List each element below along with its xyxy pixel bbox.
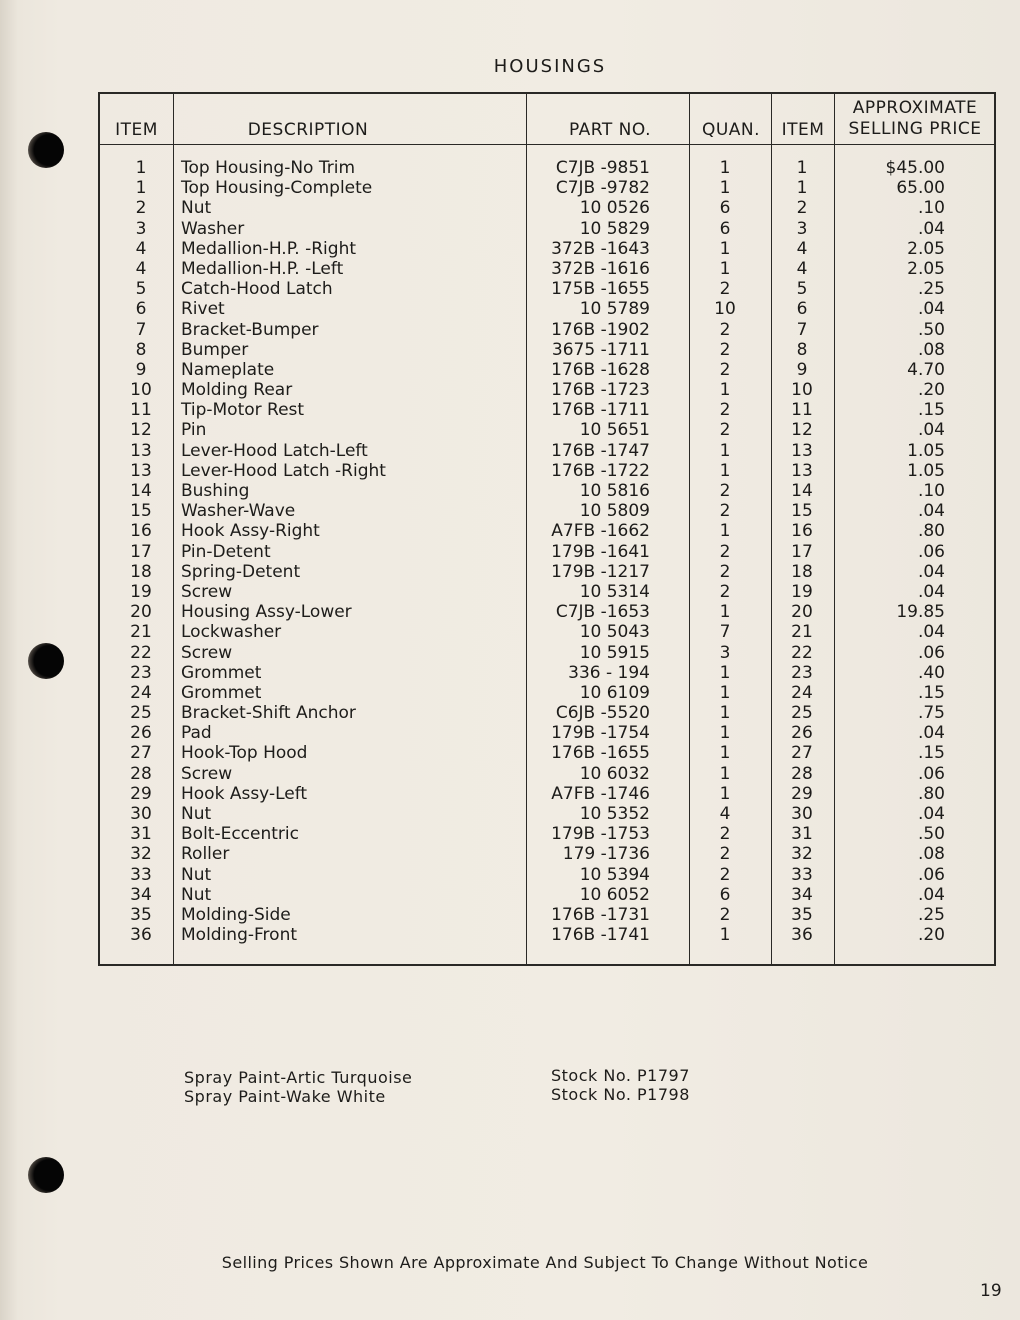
item-cell: 31	[130, 824, 152, 845]
item-ref-cell: 26	[791, 723, 813, 744]
quantity-cell: 2	[719, 359, 731, 380]
header-item-2: ITEM	[781, 120, 825, 140]
item-ref-cell: 5	[796, 279, 808, 300]
table-row	[0, 279, 1020, 299]
quantity-cell: 6	[719, 884, 731, 905]
price-cell: .04	[917, 884, 945, 905]
quantity-cell: 4	[719, 804, 731, 824]
part-number-cell: 176B -1655	[551, 743, 650, 764]
table-row	[0, 582, 1020, 602]
part-number-cell: 176B -1731	[551, 904, 650, 925]
item-ref-cell: 13	[791, 440, 813, 461]
price-cell: .06	[917, 541, 945, 562]
quantity-cell: 2	[719, 541, 731, 562]
item-ref-cell: 13	[791, 460, 813, 481]
part-number-cell: 10 5352	[579, 804, 650, 824]
item-cell: 9	[135, 359, 147, 380]
quantity-cell: 10	[714, 299, 736, 320]
part-number-cell: 179 -1736	[562, 844, 650, 865]
part-number-cell: 179B -1217	[551, 561, 650, 582]
description-cell: Pad	[181, 723, 212, 744]
item-ref-cell: 8	[796, 339, 808, 360]
item-ref-cell: 15	[791, 501, 813, 522]
quantity-cell: 6	[719, 198, 731, 219]
item-ref-cell: 29	[791, 783, 813, 804]
description-cell: Screw	[181, 642, 233, 663]
item-cell: 3	[135, 218, 147, 239]
quantity-cell: 1	[719, 380, 731, 401]
quantity-cell: 1	[719, 743, 731, 764]
table-row	[0, 400, 1020, 420]
description-cell: Catch-Hood Latch	[181, 279, 333, 300]
table-row	[0, 420, 1020, 440]
quantity-cell: 2	[719, 420, 731, 441]
table-row	[0, 542, 1020, 562]
item-cell: 4	[135, 258, 147, 279]
part-number-cell: 176B -1902	[551, 319, 650, 340]
quantity-cell: 3	[719, 642, 731, 663]
description-cell: Housing Assy-Lower	[181, 602, 352, 623]
item-cell: 6	[135, 299, 147, 320]
price-cell: .04	[917, 299, 945, 320]
item-cell: 2	[135, 198, 147, 219]
item-cell: 10	[130, 380, 152, 401]
quantity-cell: 2	[719, 561, 731, 582]
quantity-cell: 2	[719, 319, 731, 340]
item-cell: 4	[135, 238, 147, 259]
price-cell: .25	[917, 279, 945, 300]
item-cell: 17	[130, 541, 152, 562]
table-row	[0, 198, 1020, 218]
item-ref-cell: 3	[796, 218, 808, 239]
table-row	[0, 380, 1020, 400]
price-cell: $45.00	[885, 158, 945, 178]
header-price	[835, 98, 995, 140]
item-cell: 30	[130, 804, 152, 824]
item-cell: 1	[135, 158, 147, 178]
part-number-cell: 3675 -1711	[551, 339, 650, 360]
item-ref-cell: 24	[791, 682, 813, 703]
price-cell: .04	[917, 561, 945, 582]
item-ref-cell: 27	[791, 743, 813, 764]
table-row	[0, 602, 1020, 622]
part-number-cell: A7FB -1746	[551, 783, 650, 804]
part-number-cell: 336 - 194	[568, 662, 650, 683]
item-ref-cell: 20	[791, 602, 813, 623]
price-cell: 1.05	[907, 440, 945, 461]
item-cell: 27	[130, 743, 152, 764]
table-row	[0, 461, 1020, 481]
footer-note: Selling Prices Shown Are Approximate And Subject To Change Without Notice	[221, 1253, 869, 1272]
description-cell: Screw	[181, 581, 233, 602]
item-cell: 23	[130, 662, 152, 683]
item-cell: 33	[130, 864, 152, 885]
table-row	[0, 905, 1020, 925]
header-divider	[100, 144, 994, 145]
paint-names	[184, 1068, 412, 1106]
description-cell: Tip-Motor Rest	[181, 400, 305, 421]
price-cell: .08	[917, 339, 945, 360]
table-row	[0, 703, 1020, 723]
item-cell: 24	[130, 682, 152, 703]
price-cell: .08	[917, 844, 945, 865]
description-cell: Washer-Wave	[181, 501, 296, 522]
quantity-cell: 1	[719, 723, 731, 744]
table-row	[0, 804, 1020, 824]
description-cell: Bushing	[181, 481, 250, 501]
price-cell: 1.05	[907, 460, 945, 481]
quantity-cell: 1	[719, 440, 731, 461]
description-cell: Lockwasher	[181, 622, 282, 643]
part-number-cell: 176B -1628	[551, 359, 650, 380]
price-cell: .15	[917, 400, 945, 421]
quantity-cell: 1	[719, 460, 731, 481]
table-row	[0, 259, 1020, 279]
table-row	[0, 764, 1020, 784]
table-row	[0, 320, 1020, 340]
item-ref-cell: 4	[796, 258, 808, 279]
quantity-cell: 1	[719, 238, 731, 259]
paint-stock: Stock No. P1798	[551, 1085, 690, 1104]
item-cell: 19	[130, 581, 152, 602]
table-row	[0, 885, 1020, 905]
quantity-cell: 7	[719, 622, 731, 643]
table-row	[0, 219, 1020, 239]
item-ref-cell: 28	[791, 763, 813, 784]
part-number-cell: 10 5043	[579, 622, 650, 643]
table-row	[0, 481, 1020, 501]
price-cell: 2.05	[907, 258, 945, 279]
part-number-cell: 372B -1616	[551, 258, 650, 279]
item-cell: 13	[130, 440, 152, 461]
part-number-cell: C6JB -5520	[555, 703, 650, 724]
part-number-cell: 10 6052	[579, 884, 650, 905]
item-cell: 8	[135, 339, 147, 360]
description-cell: Top Housing-Complete	[181, 178, 373, 199]
part-number-cell: 10 5314	[579, 581, 650, 602]
price-cell: 4.70	[907, 359, 945, 380]
part-number-cell: 179B -1754	[551, 723, 650, 744]
table-row	[0, 743, 1020, 763]
header-price-line2: SELLING PRICE	[848, 119, 982, 139]
table-row	[0, 784, 1020, 804]
part-number-cell: 179B -1641	[551, 541, 650, 562]
item-ref-cell: 36	[791, 925, 813, 946]
part-number-cell: 10 0526	[579, 198, 650, 219]
price-cell: .75	[917, 703, 945, 724]
item-ref-cell: 16	[791, 521, 813, 542]
item-ref-cell: 2	[796, 198, 808, 219]
part-number-cell: 10 5394	[579, 864, 650, 885]
description-cell: Grommet	[181, 662, 262, 683]
description-cell: Spring-Detent	[181, 561, 301, 582]
part-number-cell: 10 5915	[579, 642, 650, 663]
item-ref-cell: 35	[791, 904, 813, 925]
item-ref-cell: 1	[796, 158, 808, 178]
item-cell: 32	[130, 844, 152, 865]
quantity-cell: 2	[719, 864, 731, 885]
item-cell: 5	[135, 279, 147, 300]
item-cell: 26	[130, 723, 152, 744]
quantity-cell: 2	[719, 481, 731, 501]
table-row	[0, 340, 1020, 360]
description-cell: Top Housing-No Trim	[181, 158, 356, 178]
table-row	[0, 925, 1020, 945]
description-cell: Molding Rear	[181, 380, 293, 401]
description-cell: Hook Assy-Left	[181, 783, 308, 804]
table-row	[0, 723, 1020, 743]
item-ref-cell: 7	[796, 319, 808, 340]
price-cell: .10	[917, 198, 945, 219]
description-cell: Bracket-Bumper	[181, 319, 319, 340]
table-row	[0, 441, 1020, 461]
price-cell: .06	[917, 763, 945, 784]
quantity-cell: 2	[719, 279, 731, 300]
quantity-cell: 1	[719, 763, 731, 784]
description-cell: Screw	[181, 763, 233, 784]
description-cell: Medallion-H.P. -Left	[181, 258, 344, 279]
header-quantity: QUAN.	[701, 120, 761, 140]
item-ref-cell: 21	[791, 622, 813, 643]
item-ref-cell: 11	[791, 400, 813, 421]
price-cell: .80	[917, 521, 945, 542]
quantity-cell: 1	[719, 682, 731, 703]
item-cell: 16	[130, 521, 152, 542]
description-cell: Nut	[181, 864, 212, 885]
quantity-cell: 1	[719, 521, 731, 542]
price-cell: .15	[917, 682, 945, 703]
table-row	[0, 521, 1020, 541]
header-item: ITEM	[115, 120, 158, 140]
part-number-cell: C7JB -1653	[555, 602, 650, 623]
part-number-cell: 10 5651	[579, 420, 650, 441]
header-part-no: PART NO.	[569, 120, 651, 140]
table-row	[0, 562, 1020, 582]
description-cell: Roller	[181, 844, 230, 865]
part-number-cell: 176B -1711	[551, 400, 650, 421]
item-cell: 28	[130, 763, 152, 784]
item-cell: 18	[130, 561, 152, 582]
item-ref-cell: 9	[796, 359, 808, 380]
part-number-cell: A7FB -1662	[551, 521, 650, 542]
binder-hole-bottom	[28, 1157, 64, 1193]
item-ref-cell: 4	[796, 238, 808, 259]
part-number-cell: 10 6109	[579, 682, 650, 703]
quantity-cell: 2	[719, 501, 731, 522]
quantity-cell: 1	[719, 602, 731, 623]
description-cell: Hook Assy-Right	[181, 521, 320, 542]
item-cell: 13	[130, 460, 152, 481]
table-row	[0, 360, 1020, 380]
table-row	[0, 643, 1020, 663]
item-ref-cell: 33	[791, 864, 813, 885]
quantity-cell: 1	[719, 258, 731, 279]
price-cell: .06	[917, 864, 945, 885]
part-number-cell: 10 5816	[579, 481, 650, 501]
part-number-cell: 176B -1723	[551, 380, 650, 401]
item-cell: 34	[130, 884, 152, 905]
table-row	[0, 844, 1020, 864]
item-ref-cell: 34	[791, 884, 813, 905]
description-cell: Bracket-Shift Anchor	[181, 703, 356, 724]
price-cell: .04	[917, 581, 945, 602]
table-row	[0, 663, 1020, 683]
description-cell: Medallion-H.P. -Right	[181, 238, 357, 259]
item-cell: 22	[130, 642, 152, 663]
item-cell: 29	[130, 783, 152, 804]
table-row	[0, 622, 1020, 642]
quantity-cell: 1	[719, 662, 731, 683]
price-cell: .06	[917, 642, 945, 663]
price-cell: .04	[917, 501, 945, 522]
item-ref-cell: 1	[796, 178, 808, 199]
quantity-cell: 2	[719, 581, 731, 602]
table-row	[0, 178, 1020, 198]
item-cell: 15	[130, 501, 152, 522]
price-cell: 19.85	[896, 602, 945, 623]
description-cell: Lever-Hood Latch -Right	[181, 460, 386, 481]
table-row	[0, 501, 1020, 521]
description-cell: Grommet	[181, 682, 262, 703]
item-cell: 1	[135, 178, 147, 199]
part-number-cell: 10 6032	[579, 763, 650, 784]
part-number-cell: 176B -1722	[551, 460, 650, 481]
price-cell: 2.05	[907, 238, 945, 259]
description-cell: Lever-Hood Latch-Left	[181, 440, 368, 461]
part-number-cell: 372B -1643	[551, 238, 650, 259]
price-cell: 65.00	[896, 178, 945, 199]
item-cell: 36	[130, 925, 152, 946]
description-cell: Nut	[181, 198, 212, 219]
description-cell: Molding-Front	[181, 925, 298, 946]
table-row	[0, 865, 1020, 885]
description-cell: Nut	[181, 884, 212, 905]
part-number-cell: 10 5789	[579, 299, 650, 320]
table-row	[0, 158, 1020, 178]
quantity-cell: 2	[719, 904, 731, 925]
description-cell: Bumper	[181, 339, 249, 360]
item-ref-cell: 19	[791, 581, 813, 602]
part-number-cell: 176B -1741	[551, 925, 650, 946]
price-cell: .40	[917, 662, 945, 683]
item-cell: 7	[135, 319, 147, 340]
price-cell: .10	[917, 481, 945, 501]
part-number-cell: 10 5809	[579, 501, 650, 522]
item-cell: 35	[130, 904, 152, 925]
item-ref-cell: 25	[791, 703, 813, 724]
quantity-cell: 6	[719, 218, 731, 239]
description-cell: Molding-Side	[181, 904, 291, 925]
description-cell: Pin	[181, 420, 207, 441]
quantity-cell: 1	[719, 158, 731, 178]
item-ref-cell: 23	[791, 662, 813, 683]
header-price-line1: APPROXIMATE	[852, 98, 978, 118]
description-cell: Nameplate	[181, 359, 275, 380]
price-cell: .15	[917, 743, 945, 764]
item-ref-cell: 18	[791, 561, 813, 582]
item-cell: 21	[130, 622, 152, 643]
quantity-cell: 2	[719, 824, 731, 845]
price-cell: .25	[917, 904, 945, 925]
quantity-cell: 2	[719, 400, 731, 421]
description-cell: Pin-Detent	[181, 541, 271, 562]
item-ref-cell: 22	[791, 642, 813, 663]
quantity-cell: 1	[719, 703, 731, 724]
item-ref-cell: 14	[791, 481, 813, 501]
part-number-cell: 179B -1753	[551, 824, 650, 845]
price-cell: .80	[917, 783, 945, 804]
item-ref-cell: 31	[791, 824, 813, 845]
description-cell: Bolt-Eccentric	[181, 824, 299, 845]
price-cell: .04	[917, 804, 945, 824]
description-cell: Hook-Top Hood	[181, 743, 308, 764]
item-cell: 20	[130, 602, 152, 623]
quantity-cell: 1	[719, 178, 731, 199]
quantity-cell: 1	[719, 783, 731, 804]
part-number-cell: C7JB -9782	[555, 178, 650, 199]
item-cell: 11	[130, 400, 152, 421]
item-cell: 12	[130, 420, 152, 441]
header-description: DESCRIPTION	[247, 120, 369, 140]
item-cell: 14	[130, 481, 152, 501]
paint-name: Spray Paint-Wake White	[184, 1087, 386, 1106]
item-cell: 25	[130, 703, 152, 724]
item-ref-cell: 32	[791, 844, 813, 865]
description-cell: Washer	[181, 218, 245, 239]
item-ref-cell: 6	[796, 299, 808, 320]
page-title: HOUSINGS	[493, 56, 607, 77]
price-cell: .50	[917, 319, 945, 340]
quantity-cell: 2	[719, 339, 731, 360]
paint-stock-numbers	[551, 1066, 690, 1104]
price-cell: .04	[917, 723, 945, 744]
table-row	[0, 239, 1020, 259]
description-cell: Nut	[181, 804, 212, 824]
table-row	[0, 683, 1020, 703]
part-number-cell: 175B -1655	[551, 279, 650, 300]
part-number-cell: 176B -1747	[551, 440, 650, 461]
price-cell: .20	[917, 925, 945, 946]
quantity-cell: 1	[719, 925, 731, 946]
item-ref-cell: 17	[791, 541, 813, 562]
price-cell: .20	[917, 380, 945, 401]
quantity-cell: 2	[719, 844, 731, 865]
item-ref-cell: 12	[791, 420, 813, 441]
paint-name: Spray Paint-Artic Turquoise	[184, 1068, 413, 1087]
price-cell: .50	[917, 824, 945, 845]
part-number-cell: C7JB -9851	[555, 158, 650, 178]
price-cell: .04	[917, 420, 945, 441]
table-body	[0, 158, 1020, 945]
price-cell: .04	[917, 218, 945, 239]
table-row	[0, 824, 1020, 844]
item-ref-cell: 10	[791, 380, 813, 401]
part-number-cell: 10 5829	[579, 218, 650, 239]
item-ref-cell: 30	[791, 804, 813, 824]
description-cell: Rivet	[181, 299, 225, 320]
paint-stock: Stock No. P1797	[551, 1066, 690, 1085]
price-cell: .04	[917, 622, 945, 643]
table-row	[0, 299, 1020, 319]
page-number: 19	[980, 1281, 1002, 1301]
